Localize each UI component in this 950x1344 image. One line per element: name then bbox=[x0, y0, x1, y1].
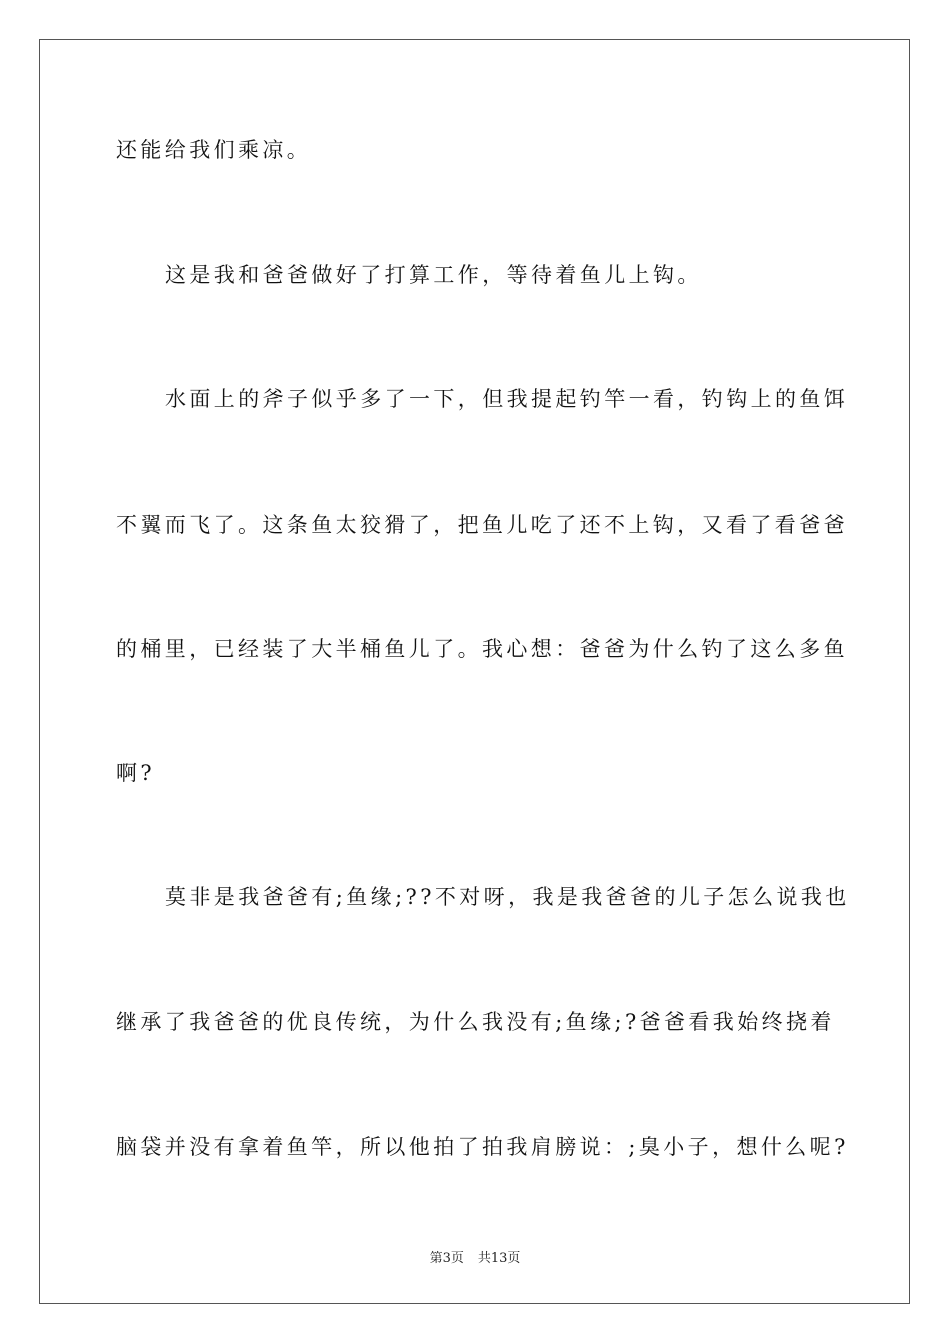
page-number: 第3页 bbox=[429, 1251, 464, 1266]
text-line: 啊? bbox=[116, 761, 156, 785]
total-pages: 共13页 bbox=[477, 1251, 521, 1266]
paragraph-start-line: 这是我和爸爸做好了打算工作，等待着鱼儿上钩。 bbox=[165, 263, 702, 287]
text-line: 不翼而飞了。这条鱼太狡猾了，把鱼儿吃了还不上钩，又看了看爸爸 bbox=[116, 513, 848, 537]
page-frame bbox=[39, 39, 910, 1304]
text-line: 的桶里，已经装了大半桶鱼儿了。我心想：爸爸为什么钓了这么多鱼 bbox=[116, 637, 848, 661]
text-line: 脑袋并没有拿着鱼竿，所以他拍了拍我肩膀说：;臭小子，想什么呢? bbox=[116, 1135, 849, 1159]
text-line: 还能给我们乘凉。 bbox=[116, 138, 312, 162]
page-footer bbox=[0, 1247, 950, 1266]
paragraph-start-line: 水面上的斧子似乎多了一下，但我提起钓竿一看，钓钩上的鱼饵 bbox=[165, 387, 849, 411]
text-line: 继承了我爸爸的优良传统，为什么我没有;鱼缘;?爸爸看我始终挠着 bbox=[116, 1010, 835, 1034]
paragraph-start-line: 莫非是我爸爸有;鱼缘;??不对呀，我是我爸爸的儿子怎么说我也 bbox=[165, 885, 850, 909]
